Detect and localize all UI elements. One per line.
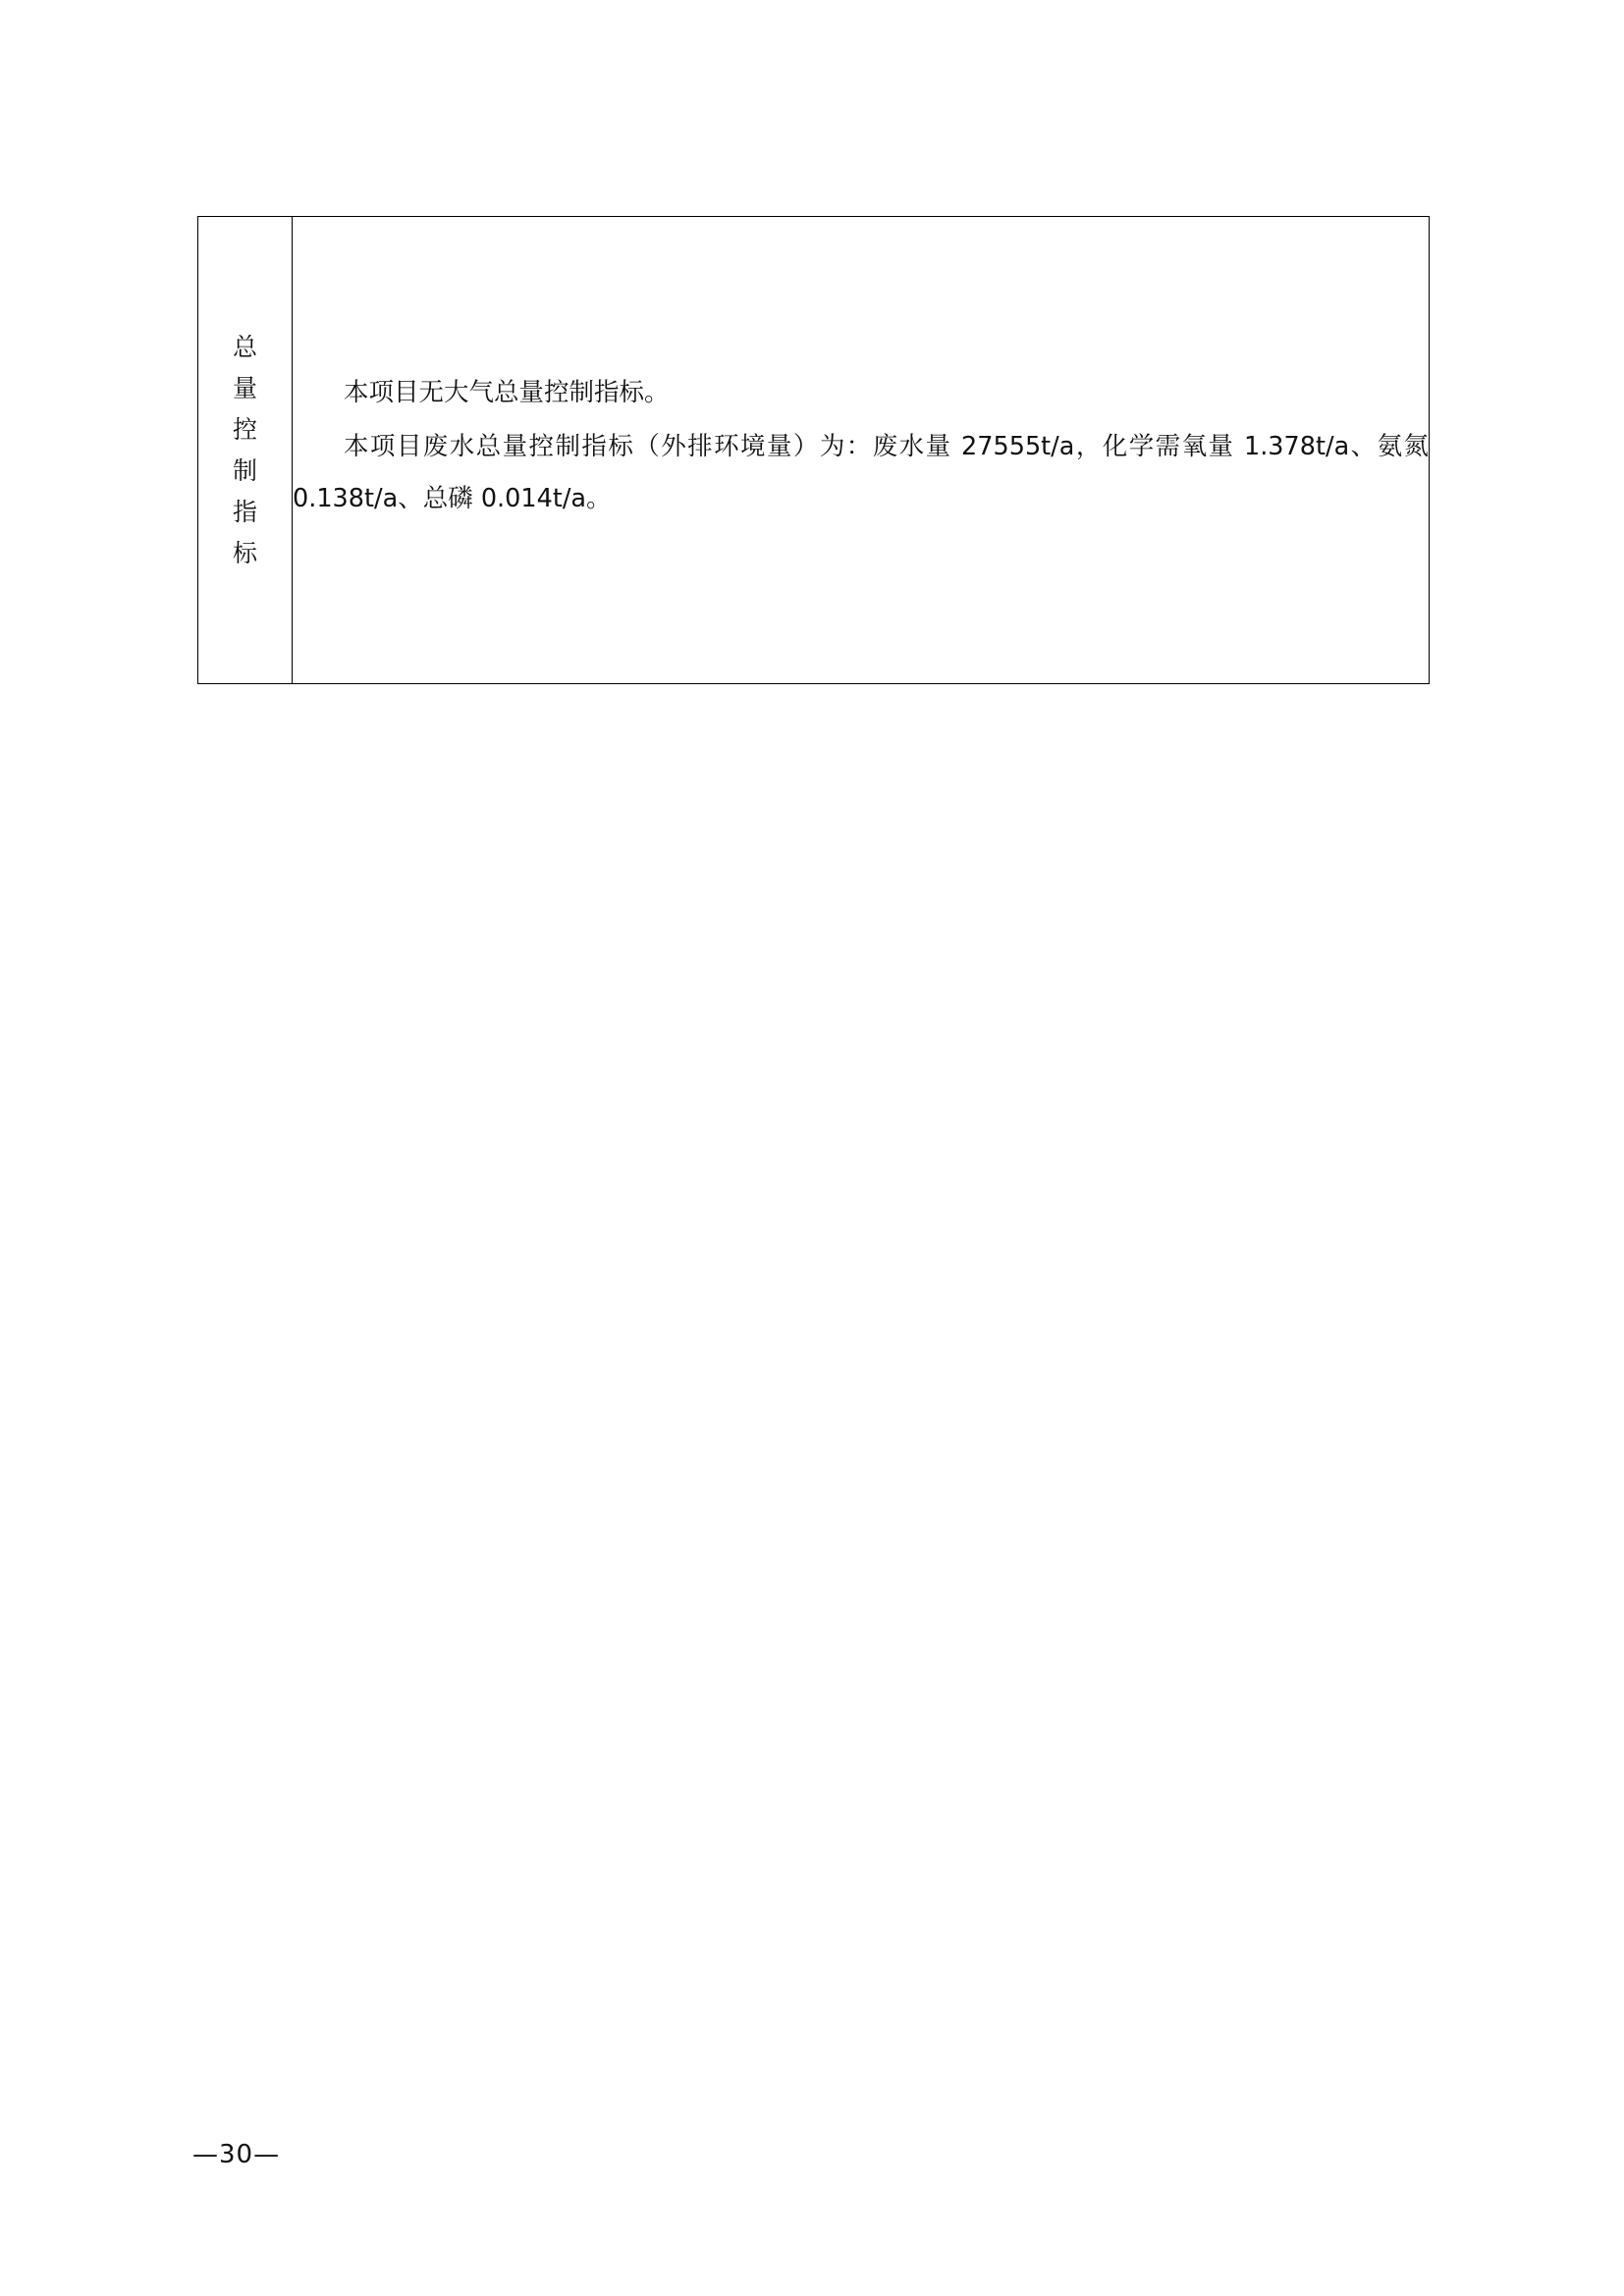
row-label-text: 总量控制指标 <box>232 332 257 567</box>
content-block <box>293 357 1429 543</box>
paragraph-air-control: 本项目无大气总量控制指标。 <box>344 378 670 407</box>
row-label-cell <box>198 217 293 684</box>
page-number: —30— <box>192 2140 281 2169</box>
row-content-cell <box>293 217 1430 684</box>
total-quantity-control-table <box>197 216 1430 684</box>
table-row <box>198 217 1430 684</box>
paragraph-wastewater-control: 本项目废水总量控制指标（外排环境量）为：废水量 27555t/a，化学需氧量 1.378t/a、氨氮 0.138t/a、总磷 0.014t/a。 <box>293 432 1429 513</box>
